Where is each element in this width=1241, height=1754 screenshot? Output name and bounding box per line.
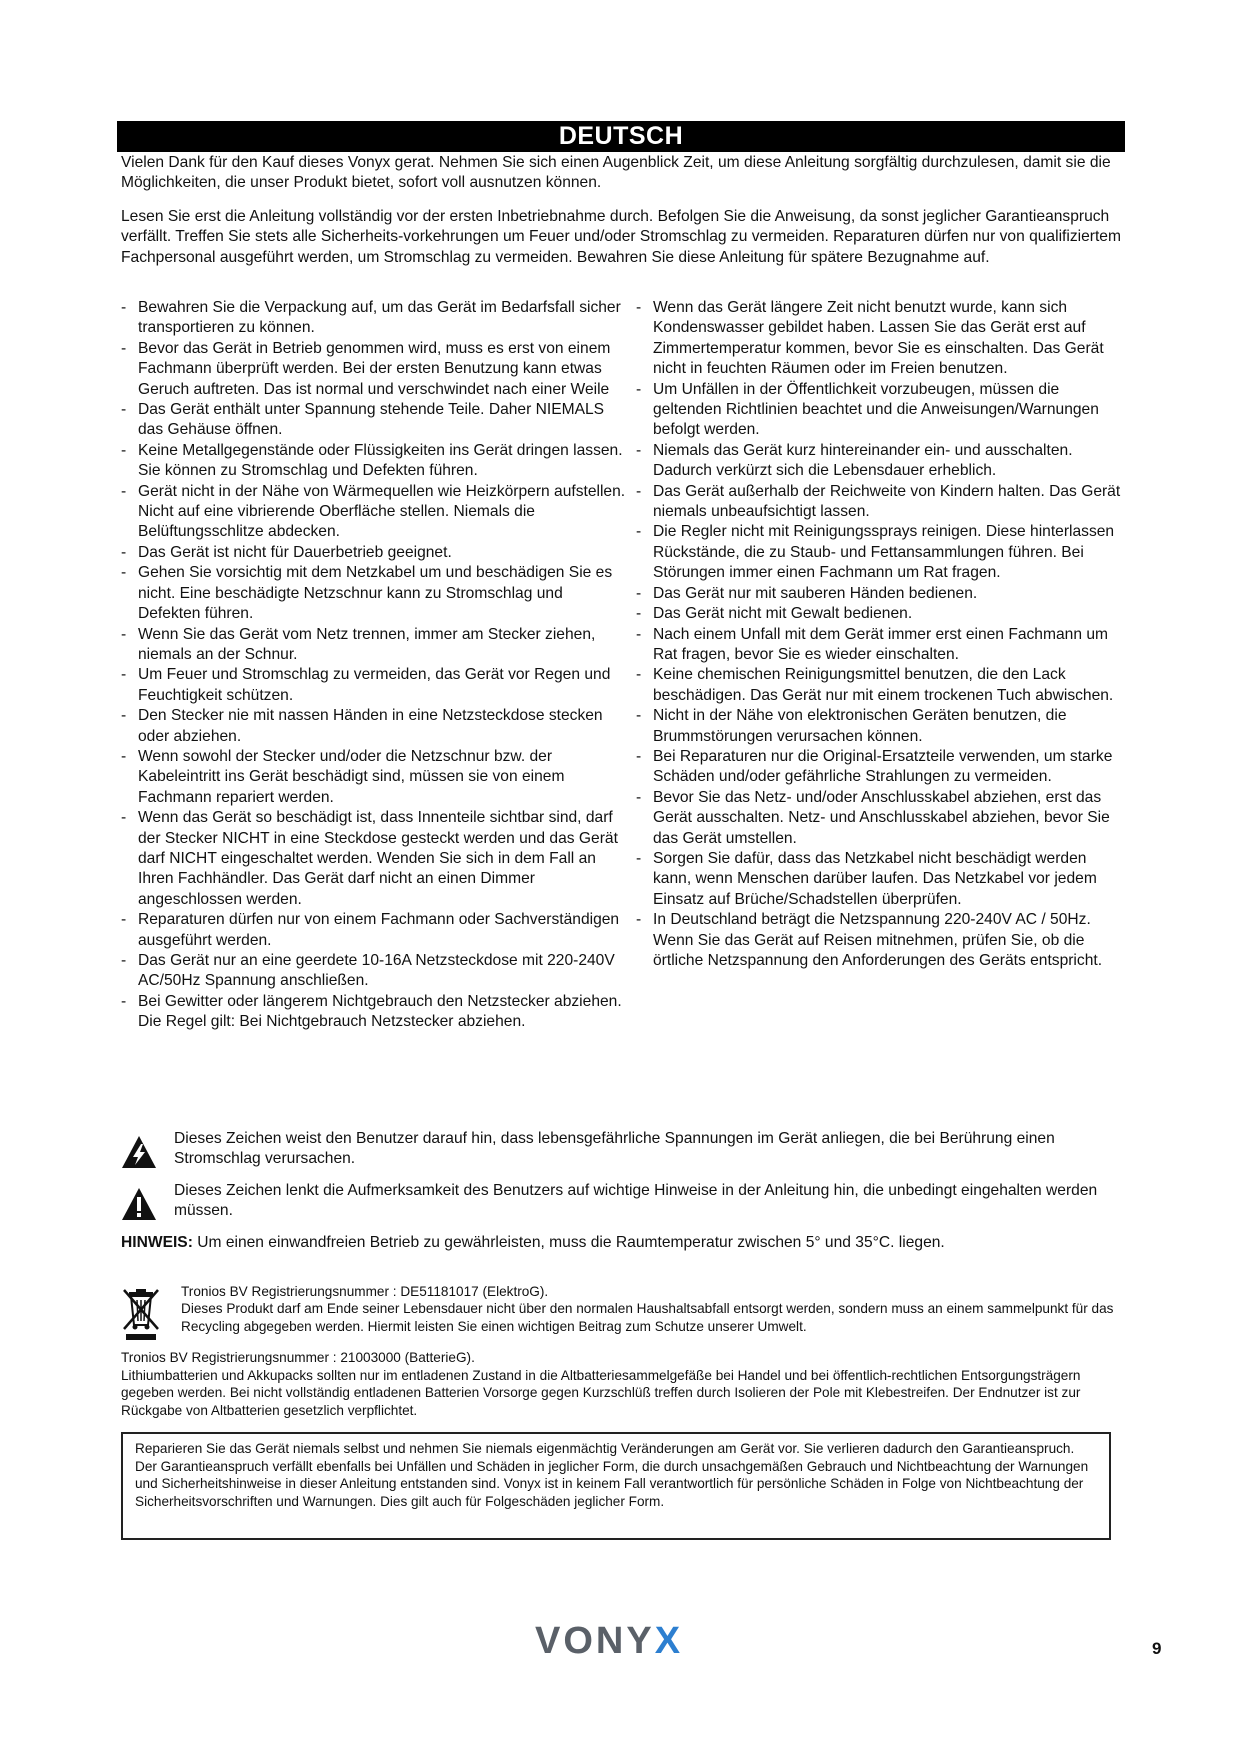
list-item [121,400,629,441]
section-title: DEUTSCH [558,122,684,150]
voltage-warning [121,1129,1121,1173]
list-dash: - [636,523,642,541]
list-item-text: Wenn das Gerät längere Zeit nicht benutzt wurde, kann sich Kondenswasser gebildet haben. Lassen Sie das Gerät erst auf Zimmertemperatur kommen, bevor Sie es einschalten. Das Gerät nicht in feuchten Räumen oder im Freien benutzen. [653,299,1104,378]
weee-text-block [181,1283,1131,1335]
list-item-text: Die Regler nicht mit Reinigungssprays reinigen. Diese hinterlassen Rückstände, die zu Staub- und Fettansammlungen führen. Bei Störungen immer einen Fachmann um Rat fragen. [653,523,1115,582]
list-item-text: Wenn das Gerät so beschädigt ist, dass Innenteile sichtbar sind, darf der Stecker NICHT in eine Steckdose gesteckt werden und das Gerät darf NICHT eingeschaltet werden. Wenden Sie sich in dem Fall an Ihren Fachhändler. Das Gerät darf nicht an einen Dimmer angeschlossen werden. [138,809,618,908]
crossed-bin-icon [121,1287,161,1341]
intro-paragraph-2: Lesen Sie erst die Anleitung vollständig vor der ersten Inbetriebnahme durch. Befolgen Sie die Anweisung, da sonst jeglicher Garantieanspruch verfällt. Treffen Sie stets alle Sicherheits-vorkehrungen um Feuer und/oder Stromschlag zu vermeiden. Reparaturen dürfen nur von qualifiziertem Fachpersonal ausgeführt werden, um Stromschlag zu vermeiden. Bewahren Sie diese Anleitung für spätere Bezugnahme auf. [121,208,1121,266]
list-item [636,788,1126,849]
list-item-text: Das Gerät nur mit sauberen Händen bedienen. [653,584,978,602]
list-item-text: Keine Metallgegenstände oder Flüssigkeiten ins Gerät dringen lassen. Sie können zu Stromschlag und Defekten führen. [138,441,623,480]
battery-text: Lithiumbatterien und Akkupacks sollten nur im entladenen Zustand in die Altbatteriesammelgefäße bei Handel und bei öffentlich-rechtlichen Entsorgungsträgern gegeben werden. Bei nicht vollständig entladenen Batterien Vorsorge gegen Kurzschlüß treffen durch Isolieren der Pole mit Klebestreifen. Der Endnutzer ist zur Rückgabe von Altbatterien gesetzlich verpflichtet. [121,1367,1081,1418]
list-item [121,706,629,747]
battery-disposal-section [121,1349,1131,1419]
list-item [121,625,629,666]
list-item-text: Wenn Sie das Gerät vom Netz trennen, immer am Stecker ziehen, niemals an der Schnur. [138,625,596,663]
vonyx-logo-wordmark: VONYX [535,1620,684,1660]
list-dash: - [121,952,127,969]
voltage-warning-text: Dieses Zeichen weist den Benutzer darauf hin, dass lebensgefährliche Spannungen im Gerät anliegen, die bei Berührung einen Stromschlag verursachen. [174,1130,1055,1168]
hinweis-text: Um einen einwandfreien Betrieb zu gewährleisten, muss die Raumtemperatur zwischen 5° und 35°C. liegen. [192,1234,945,1251]
list-item [636,482,1126,523]
list-dash: - [636,666,642,684]
list-dash: - [636,849,642,867]
list-item-text: Das Gerät enthält unter Spannung stehende Teile. Daher NIEMALS das Gehäuse öffnen. [138,401,605,439]
list-dash: - [636,788,642,806]
list-item [636,604,1126,624]
lightning-warning-icon [121,1135,157,1169]
list-item [121,747,629,808]
list-dash: - [636,380,642,398]
list-dash: - [121,809,127,827]
list-dash: - [121,339,127,357]
battery-registration: Tronios BV Registrierungsnummer : 21003000 (BatterieG). [121,1350,475,1365]
list-item-text: Um Feuer und Stromschlag zu vermeiden, das Gerät vor Regen und Feuchtigkeit schützen. [138,666,611,704]
list-dash: - [636,747,642,765]
list-item-text: Gehen Sie vorsichtig mit dem Netzkabel um und beschädigen Sie es nicht. Eine beschädigte Netzschnur kann zu Stromschlag und Defekten führen. [138,564,613,623]
attention-warning-text: Dieses Zeichen lenkt die Aufmerksamkeit des Benutzers auf wichtige Hinweise in der Anleitung hin, die unbedingt eingehalten werden müssen. [174,1182,1098,1220]
list-dash: - [121,747,127,765]
list-dash: - [121,911,127,929]
list-item [636,380,1126,441]
list-item [121,992,629,1033]
list-item [121,808,629,910]
list-item-text: Sorgen Sie dafür, dass das Netzkabel nicht beschädigt werden kann, wenn Menschen darüber laufen. Das Netzkabel vor jedem Einsatz auf Brüche/Schadstellen überprüfen. [653,849,1097,908]
list-dash: - [636,911,642,929]
list-item [121,482,629,543]
list-item-text: Wenn sowohl der Stecker und/oder die Netzschnur bzw. der Kabeleintritt ins Gerät beschädigt sind, müssen sie von einem Fachmann repariert werden. [138,747,565,806]
section-header-bar [117,121,1125,152]
list-item [636,522,1126,583]
list-item [636,298,1126,380]
list-dash: - [636,441,642,459]
list-item [121,910,629,951]
list-item [121,298,629,339]
weee-text: Dieses Produkt darf am Ende seiner Lebensdauer nicht über den normalen Haushaltsabfall entsorgt werden, sondern muss an einem sammelpunkt für das Recycling abgegeben werden. Hiermit leisten Sie einen wichtigen Beitrag zum Schutze unserer Umwelt. [181,1301,1114,1334]
list-item-text: Bei Gewitter oder längerem Nichtgebrauch den Netzstecker abziehen. Die Regel gilt: Bei Nichtgebrauch Netzstecker abziehen. [138,992,622,1031]
list-dash: - [636,482,642,500]
list-item-text: Das Gerät nicht mit Gewalt bedienen. [653,605,913,623]
list-item-text: Keine chemischen Reinigungsmittel benutzen, die den Lack beschädigen. Das Gerät nur mit einem trockenen Tuch abwischen. [653,666,1114,704]
vonyx-logo [535,1620,710,1660]
list-dash: - [636,707,642,725]
list-item-text: Bevor Sie das Netz- und/oder Anschlusskabel abziehen, erst das Gerät ausschalten. Netz- und Anschlusskabel abziehen, bevor Sie das Gerät umstellen. [653,788,1110,847]
list-dash: - [636,605,642,623]
list-item [121,951,629,992]
list-item-text: Bei Reparaturen nur die Original-Ersatzteile verwenden, um starke Schäden und/oder gefährliche Strahlungen zu vermeiden. [653,747,1113,786]
list-item [636,625,1126,666]
list-item-text: Das Gerät ist nicht für Dauerbetrieb geeignet. [138,543,452,561]
list-item [121,665,629,706]
list-dash: - [121,625,127,643]
list-item [121,563,629,624]
list-item-text: Reparaturen dürfen nur von einem Fachmann oder Sachverständigen ausgeführt werden. [138,911,620,949]
warranty-notice-text: Reparieren Sie das Gerät niemals selbst und nehmen Sie niemals eigenmächtig Veränderungen am Gerät vor. Sie verlieren dadurch den Garantieanspruch. Der Garantieanspruch verfällt ebenfalls bei Unfällen und Schäden in jeglicher Form, die durch unsachgemäßen Gebrauch und Nichtbeachtung der Warnungen und Sicherheitshinweise in dieser Anleitung entstanden sind. Vonyx ist in keinem Fall verantwortlich für persönliche Schäden in Folge von Nichtbeachtung der Sicherheitsvorschriften und Warnungen. Dies gilt auch für Folgeschäden jeglicher Form. [135,1441,1089,1509]
list-dash: - [636,299,642,316]
list-item-text: Niemals das Gerät kurz hintereinander ein- und ausschalten. Dadurch verkürzt sich die Lebensdauer erheblich. [653,441,1073,480]
list-dash: - [121,482,127,500]
list-item [121,543,629,563]
list-item-text: Das Gerät nur an eine geerdete 10-16A Netzsteckdose mit 220-240V AC/50Hz Spannung anschließen. [138,952,615,990]
intro-paragraph-1: Vielen Dank für den Kauf dieses Vonyx gerat. Nehmen Sie sich einen Augenblick Zeit, um diese Anleitung sorgfältig durchzulesen, damit sie die Möglichkeiten, die unser Produkt bietet, sofort voll ausnutzen können. [121,154,1111,192]
list-dash: - [121,992,127,1010]
list-item [636,747,1126,788]
list-item [636,706,1126,747]
list-item [636,665,1126,706]
list-item-text: Gerät nicht in der Nähe von Wärmequellen wie Heizkörpern aufstellen. Nicht auf eine vibrierende Oberfläche stellen. Niemals die Belüftungsschlitze abdecken. [138,482,626,541]
list-dash: - [121,707,127,725]
list-dash: - [121,299,127,316]
list-dash: - [121,543,127,561]
list-item-text: Bevor das Gerät in Betrieb genommen wird, muss es erst von einem Fachmann überprüft werden. Bei der ersten Benutzung kann etwas Geruch auftreten. Das ist normal und verschwindet nach einer Weile [138,339,611,398]
list-dash: - [121,666,127,684]
list-dash: - [121,441,127,459]
list-item-text: Den Stecker nie mit nassen Händen in eine Netzsteckdose stecken oder abziehen. [138,707,603,745]
page-number: 9 [1152,1639,1162,1658]
list-item [636,441,1126,482]
list-dash: - [636,584,642,602]
list-dash: - [636,625,642,643]
list-item [636,849,1126,910]
attention-warning [121,1181,1121,1225]
list-item-text: Das Gerät außerhalb der Reichweite von Kindern halten. Das Gerät niemals unbeaufsichtigt lassen. [653,482,1121,521]
list-item-text: Um Unfällen in der Öffentlichkeit vorzubeugen, müssen die geltenden Richtlinien beachtet und die Anweisungen/Warnungen befolgt werden. [653,380,1099,439]
exclamation-warning-icon [121,1187,157,1221]
safety-list-left [121,298,629,1033]
weee-disposal-section [121,1283,1131,1343]
hinweis-note [121,1233,1121,1253]
list-item-text: In Deutschland beträgt die Netzspannung 220-240V AC / 50Hz. Wenn Sie das Gerät auf Reisen mitnehmen, prüfen Sie, ob die örtliche Netzspannung den Anforderungen des Geräts entspricht. [653,911,1103,969]
list-item-text: Bewahren Sie die Verpackung auf, um das Gerät im Bedarfsfall sicher transportieren zu können. [138,299,621,337]
list-dash: - [121,401,127,419]
list-item [636,584,1126,604]
list-dash: - [121,564,127,582]
weee-registration: Tronios BV Registrierungsnummer : DE51181017 (ElektroG). [181,1284,549,1299]
list-item-text: Nicht in der Nähe von elektronischen Geräten benutzen, die Brummstörungen verursachen können. [653,707,1067,745]
safety-list-right [636,298,1126,971]
list-item [636,910,1126,971]
list-item-text: Nach einem Unfall mit dem Gerät immer erst einen Fachmann um Rat fragen, bevor Sie es wieder einschalten. [653,625,1108,663]
warranty-notice-box [121,1432,1111,1540]
hinweis-label: HINWEIS: [121,1234,193,1251]
list-item [121,441,629,482]
list-item [121,339,629,400]
